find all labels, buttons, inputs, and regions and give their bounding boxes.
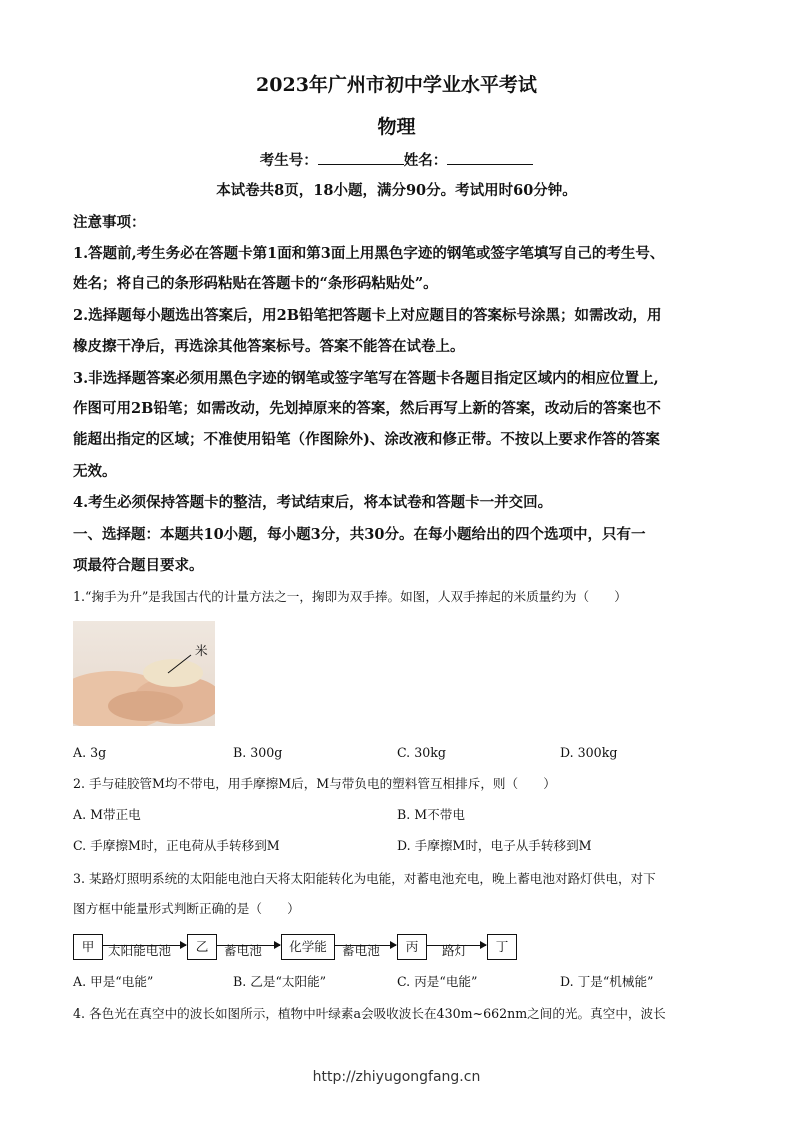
- q2-option-a: A. M带正电: [73, 807, 141, 822]
- arrow-street-lamp: [426, 943, 486, 958]
- arrow-label: 路灯: [442, 943, 468, 958]
- q2-option-c: C. 手摩擦M时，正电荷从手转移到M: [73, 838, 280, 853]
- box-bing: 丙: [397, 934, 427, 960]
- notice-line: 1.答题前,考生务必在答题卡第1面和第3面上用黑色字迹的钢笔或签字笔填写自己的考生号、: [73, 245, 665, 262]
- exam-info: 本试卷共8页，18小题，满分90分。考试用时60分钟。: [216, 182, 577, 199]
- notice-line: 4.考生必须保持答题卡的整洁，考试结束后，将本试卷和答题卡一并交回。: [73, 494, 553, 511]
- section-heading: 项最符合题目要求。: [73, 557, 204, 574]
- q1-option-b: B. 300g: [233, 745, 283, 760]
- arrow-label: 太阳能电池: [108, 943, 171, 958]
- box-chemical-energy: 化学能: [281, 934, 335, 960]
- arrow-battery-discharge: [334, 943, 396, 958]
- notice-line: 无效。: [73, 463, 117, 480]
- q2-option-b: B. M不带电: [397, 807, 465, 822]
- q3-option-a: A. 甲是“电能”: [73, 974, 154, 989]
- arrow-battery-charge: [216, 943, 280, 958]
- box-yi: 乙: [187, 934, 217, 960]
- hands-rice-photo: [73, 621, 215, 726]
- subject-title: 物理: [377, 116, 416, 138]
- question-3-stem: 3. 某路灯照明系统的太阳能电池白天将太阳能转化为电能，对蓄电池充电，晚上蓄电池对路灯供电，对下: [73, 871, 656, 886]
- notice-line: 橡皮擦干净后，再选涂其他答案标号。答案不能答在试卷上。: [73, 338, 465, 355]
- q3-option-b: B. 乙是“太阳能”: [233, 974, 327, 989]
- q2-option-d: D. 手摩擦M时，电子从手转移到M: [397, 838, 592, 853]
- q1-option-d: D. 300kg: [560, 745, 618, 760]
- notice-line: 能超出指定的区域；不准使用铅笔（作图除外)、涂改液和修正带。不按以上要求作答的答案: [73, 431, 660, 448]
- arrow-label: 蓄电池: [342, 943, 380, 958]
- box-ding: 丁: [487, 934, 517, 960]
- arrow-solar-cell: [102, 943, 186, 958]
- section-heading: 一、选择题：本题共10小题，每小题3分，共30分。在每小题给出的四个选项中，只有一: [73, 526, 646, 543]
- question-3-stem: 图方框中能量形式判断正确的是（ ）: [73, 901, 300, 916]
- name-label: 姓名：: [403, 152, 448, 169]
- rice-label: 米: [195, 643, 208, 658]
- notice-line: 姓名；将自己的条形码粘贴在答题卡的“条形码粘贴处”。: [73, 275, 438, 292]
- notice-line: 作图可用2B铅笔；如需改动，先划掉原来的答案，然后再写上新的答案，改动后的答案也不: [73, 400, 661, 417]
- question-1-stem: 1.“掬手为升”是我国古代的计量方法之一，掬即为双手捧。如图，人双手捧起的米质量约为（ ）: [73, 589, 627, 604]
- name-blank: [447, 152, 533, 165]
- box-jia: 甲: [73, 934, 103, 960]
- footer-url: http://zhiyugongfang.cn: [312, 1069, 481, 1085]
- notice-heading: 注意事项：: [73, 214, 146, 231]
- exam-fields: [0, 151, 793, 171]
- label-pointer: [73, 621, 215, 726]
- q1-option-c: C. 30kg: [397, 745, 446, 760]
- question-4-stem: 4. 各色光在真空中的波长如图所示，植物中叶绿素a会吸收波长在430m~662nm之间的光。真空中，波长: [73, 1006, 666, 1021]
- number-label: 考生号：: [259, 152, 318, 169]
- number-blank: [318, 152, 404, 165]
- arrow-label: 蓄电池: [224, 943, 262, 958]
- exam-title: 2023年广州市初中学业水平考试: [256, 74, 537, 96]
- q3-option-d: D. 丁是“机械能”: [560, 974, 654, 989]
- notice-line: 2.选择题每小题选出答案后，用2B铅笔把答题卡上对应题目的答案标号涂黑；如需改动，用: [73, 307, 662, 324]
- energy-flow-diagram: [73, 929, 533, 963]
- question-2-stem: 2. 手与硅胶管M均不带电，用手摩擦M后，M与带负电的塑料管互相排斥，则（ ）: [73, 776, 556, 791]
- q1-option-a: A. 3g: [73, 745, 107, 760]
- notice-line: 3.非选择题答案必须用黑色字迹的钢笔或签字笔写在答题卡各题目指定区域内的相应位置上,: [73, 370, 659, 387]
- q3-option-c: C. 丙是“电能”: [397, 974, 478, 989]
